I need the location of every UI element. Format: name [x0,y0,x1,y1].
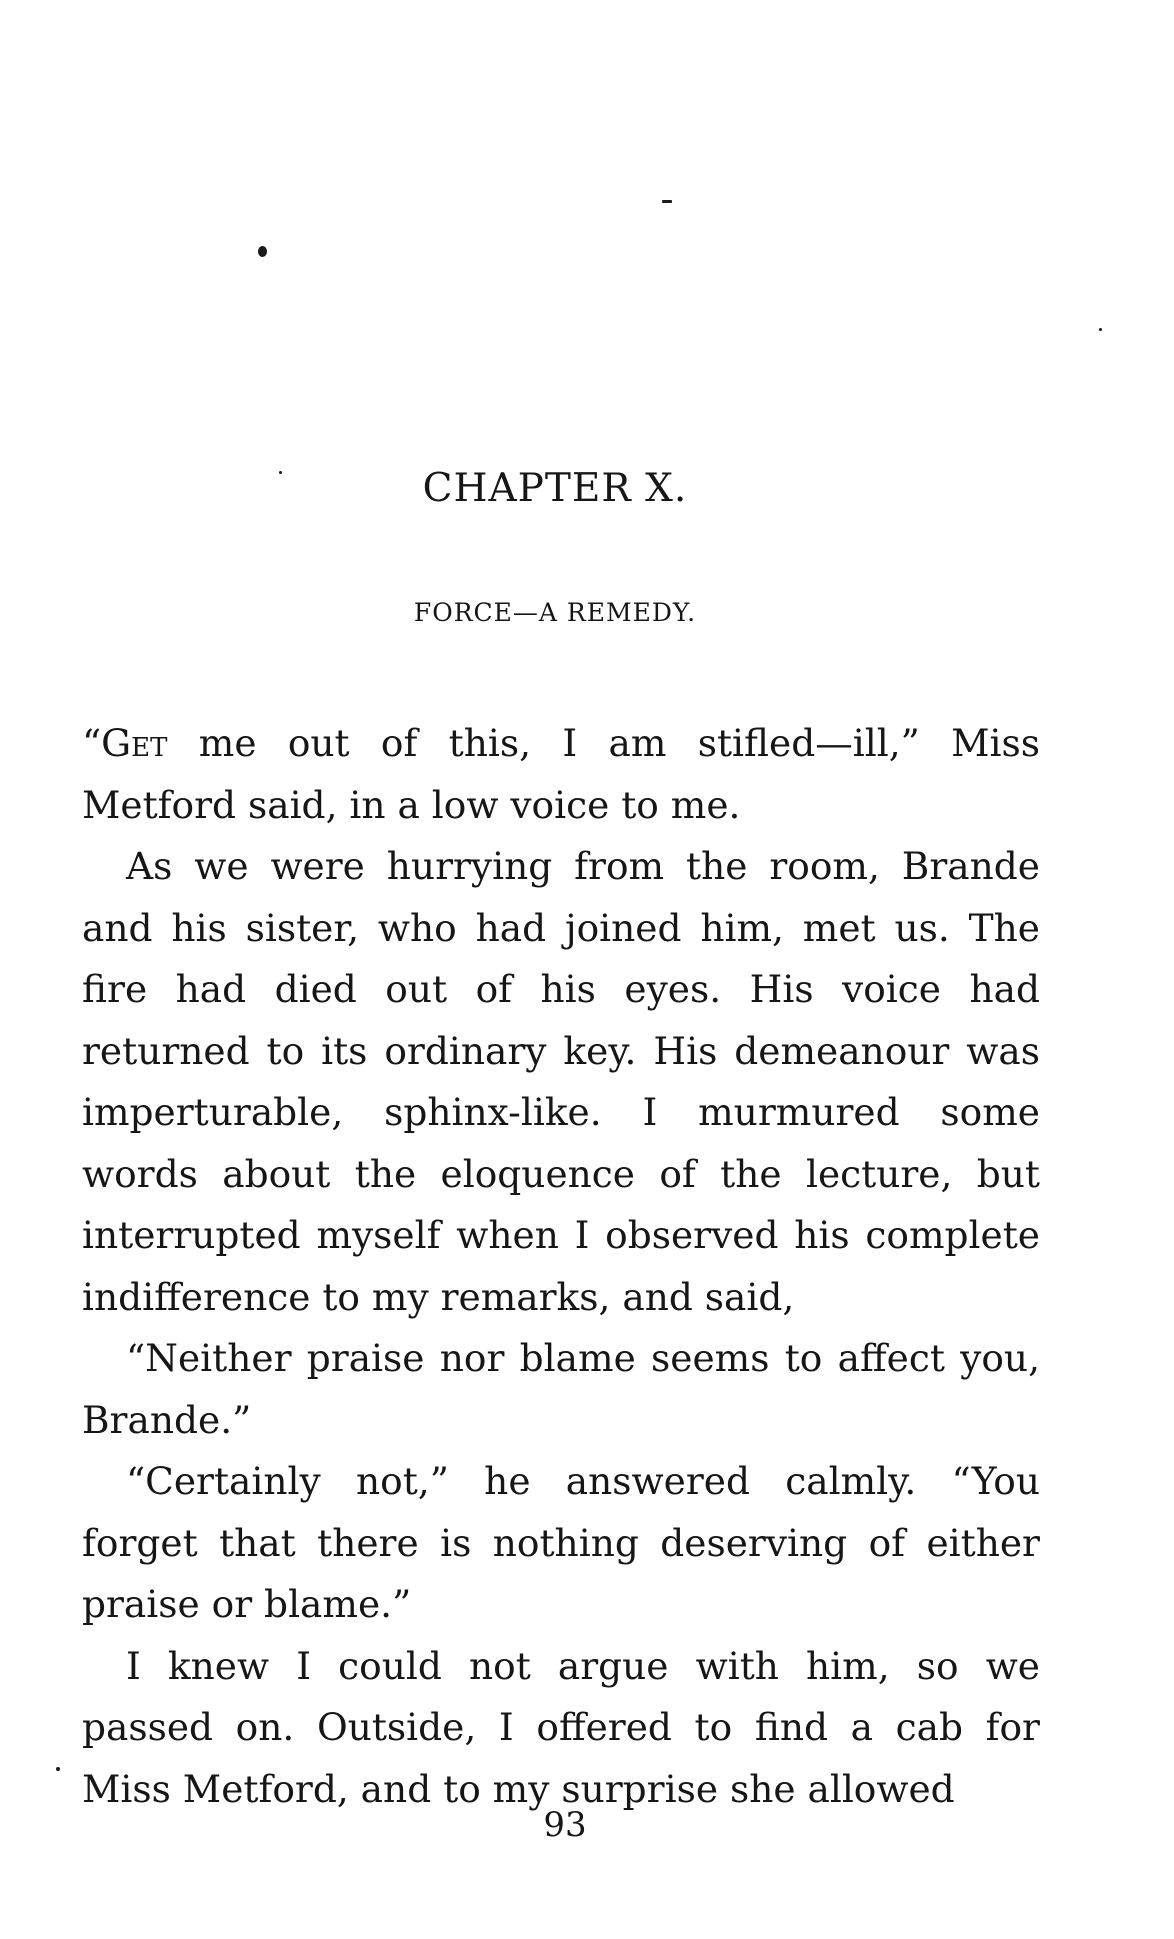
print-speck [56,1767,60,1771]
chapter-heading: CHAPTER X. [422,466,688,511]
print-speck [258,246,267,257]
paragraph-lead: “Get [82,721,168,765]
paragraph-text: me out of this, I am stifled—ill,” Miss Metford said, in a low voice to me. [82,721,1040,827]
paragraph: As we were hurrying from the room, Brande and his sister, who had joined him, met us. The fire had died out of his eyes. His voice had returned to its ordinary key. His demeanour was imperturable, sphinx-like. I murmured some words about the eloquence of the lecture, but interrupted myself when I observed his complete indifference to my remarks, and said, [82,844,1040,1319]
print-speck [1099,328,1102,331]
body-text [82,713,1040,1820]
paragraph: “Neither praise nor blame seems to affect you, Brande.” [82,1336,1040,1442]
print-speck [662,200,672,203]
paragraph [82,713,1040,836]
paragraph: “Certainly not,” he answered calmly. “You forget that there is nothing deserving of either praise or blame.” [82,1459,1040,1626]
page-number: 93 [543,1805,587,1845]
paragraph: I knew I could not argue with him, so we passed on. Outside, I offered to find a cab for Miss Metford, and to my surprise she allowed [82,1643,1040,1811]
chapter-subtitle: FORCE—A REMEDY. [413,598,697,627]
